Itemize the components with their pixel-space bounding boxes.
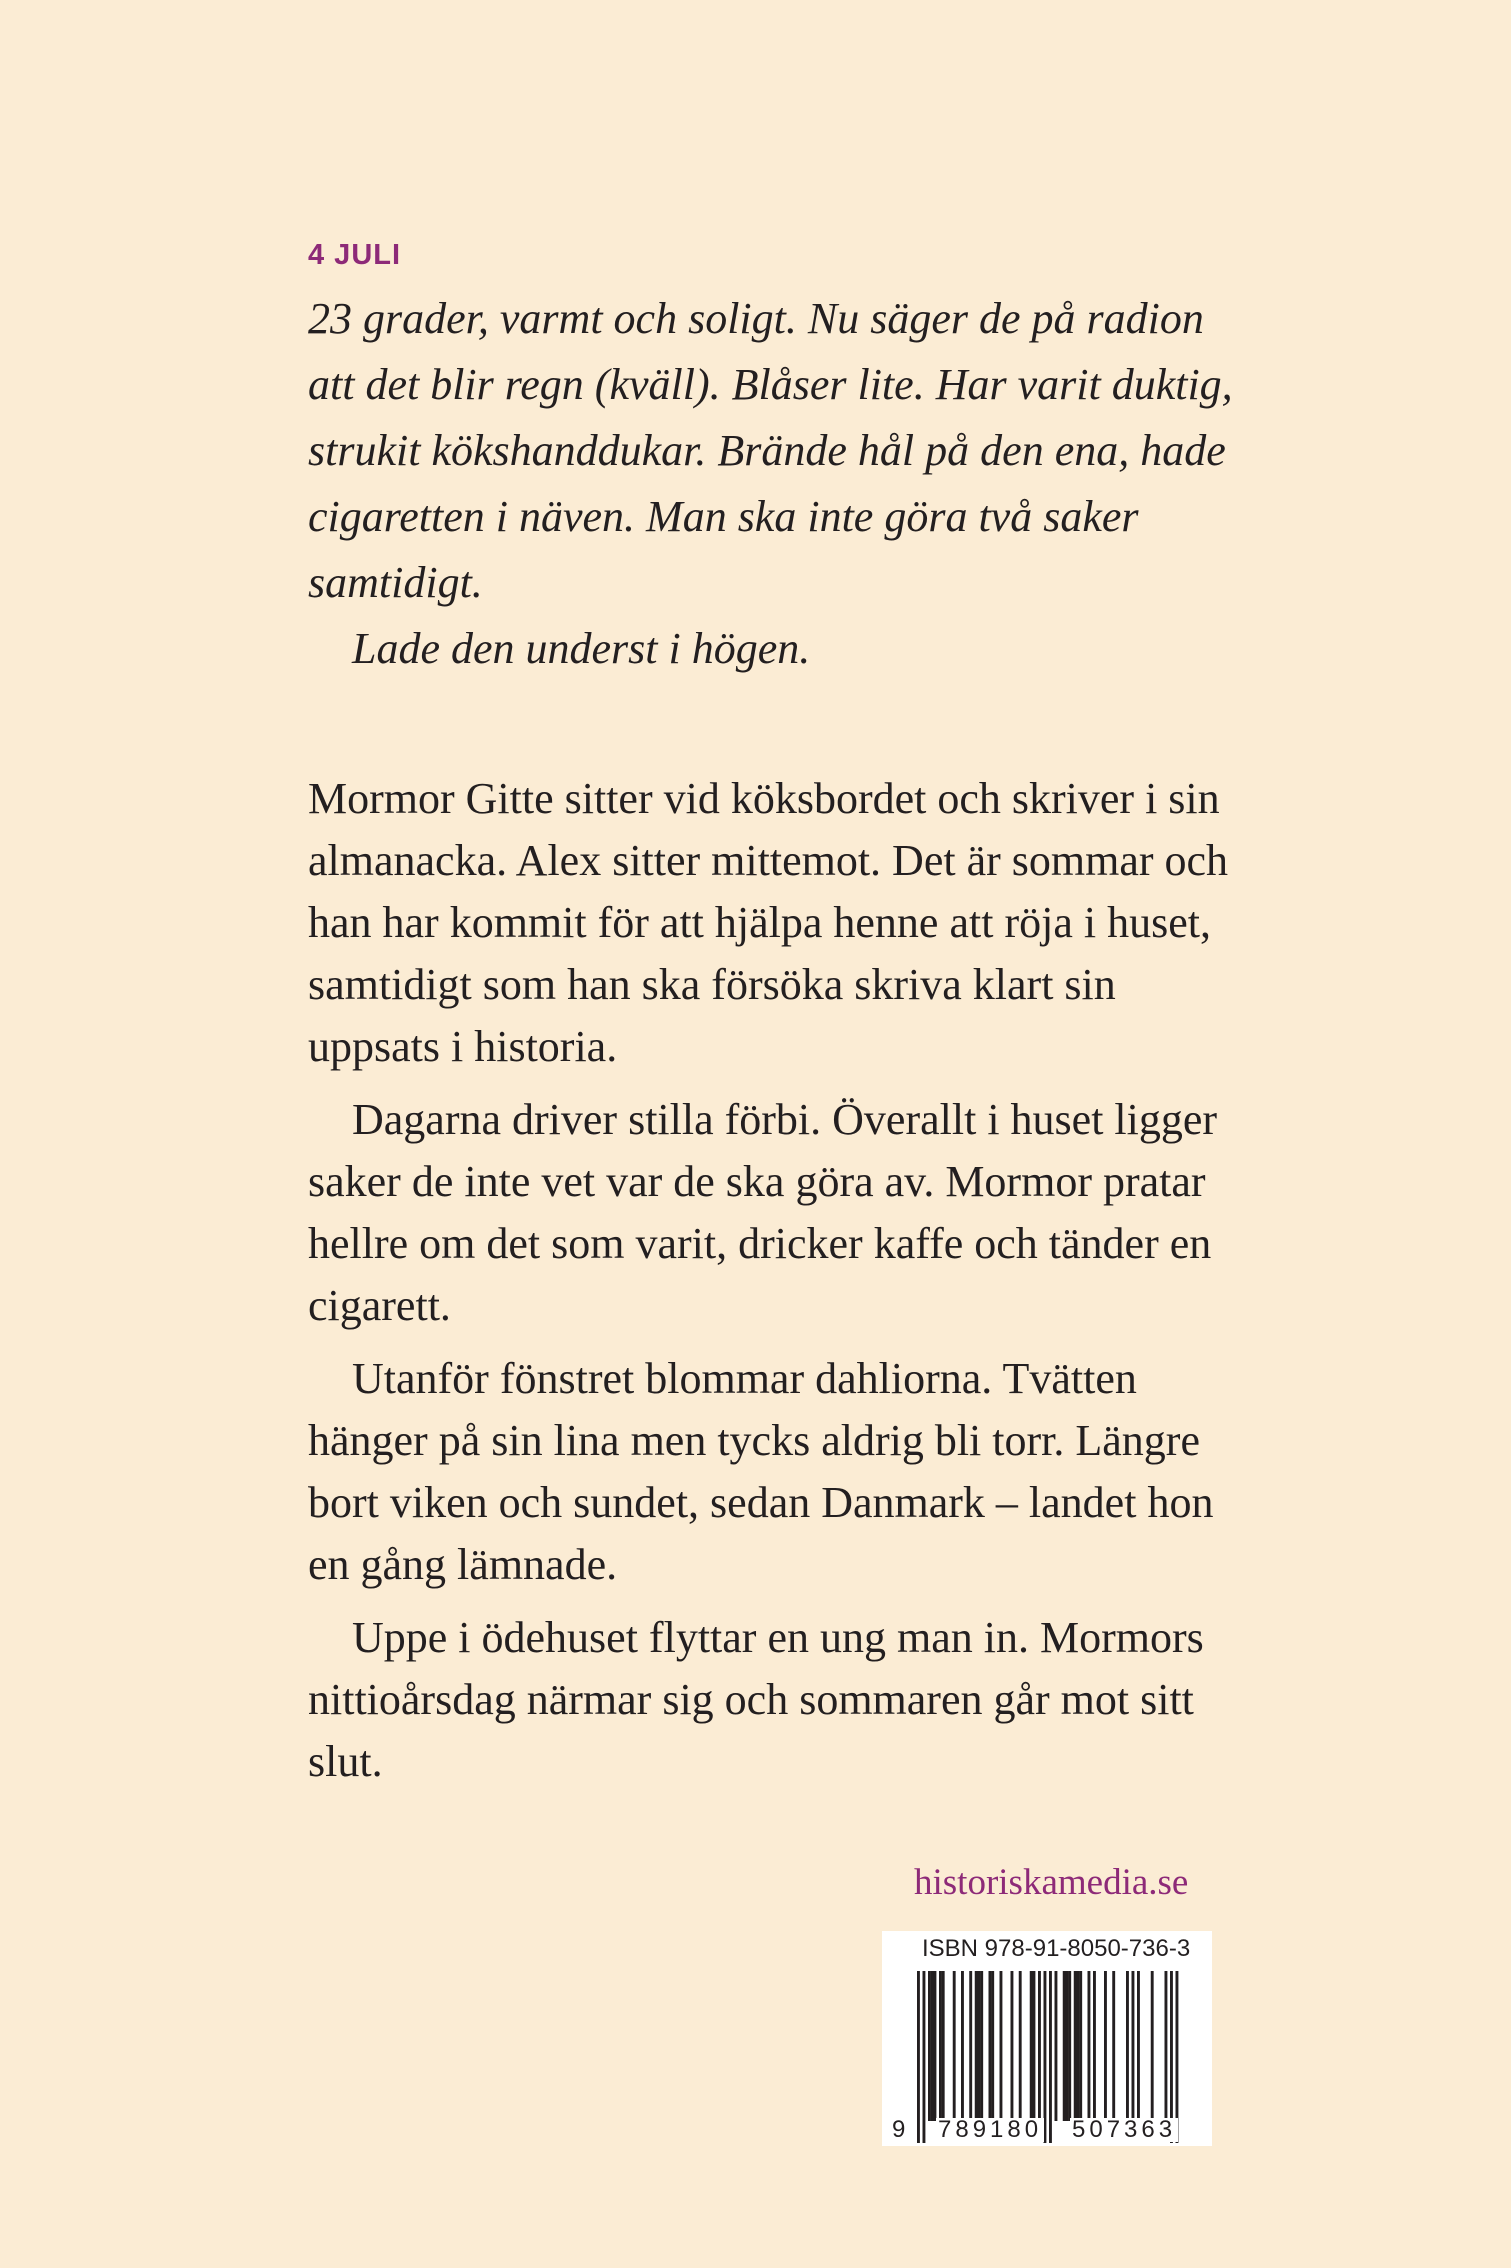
barcode-bar xyxy=(934,1971,937,2121)
barcode-bar xyxy=(1077,1971,1080,2121)
barcode-bar xyxy=(1055,1971,1058,2121)
barcode-bar xyxy=(1104,1971,1107,2121)
blurb-paragraph: Uppe i ödehuset flyttar en ung man in. Mormors nittioårsdag närmar sig och sommaren går mot sitt slut. xyxy=(308,1613,1204,1786)
barcode-bar xyxy=(931,1971,934,2121)
barcode-bar xyxy=(1063,1971,1066,2121)
barcode-bar xyxy=(1165,1971,1168,2121)
barcode-bar xyxy=(1019,1971,1022,2121)
barcode-bar xyxy=(1030,1971,1033,2121)
barcode-bar xyxy=(1112,1971,1115,2121)
barcode-bar xyxy=(939,1971,942,2121)
entry-date: 4 JULI xyxy=(308,239,402,271)
barcode-bar xyxy=(1151,1971,1154,2121)
blurb-paragraph: Mormor Gitte sitter vid köksbordet och skriver i sin almanacka. Alex sitter mittemot. Det är sommar och han har kommit för att hjälpa henne att röja i huset, samtidigt som han ska försöka skriva klart sin uppsats i historia. xyxy=(308,774,1229,1071)
barcode-bar xyxy=(942,1971,945,2121)
barcode-bar xyxy=(1132,1971,1135,2121)
barcode-bar xyxy=(1033,1971,1036,2121)
diary-paragraph: Lade den underst i högen. xyxy=(352,624,811,673)
barcode-bar xyxy=(991,1971,994,2121)
barcode xyxy=(882,1931,1212,2146)
barcode-bar xyxy=(1066,1971,1069,2121)
barcode-bar xyxy=(1000,1971,1003,2121)
blurb-paragraph: Dagarna driver stilla förbi. Överallt i huset ligger saker de inte vet var de ska göra av. Mormor pratar hellre om det som varit, dricker kaffe och tänder en cigarett. xyxy=(308,1095,1218,1330)
barcode-left-digits: 789180 xyxy=(938,2116,1043,2143)
barcode-digits xyxy=(882,2118,1212,2142)
barcode-bar xyxy=(1038,1971,1041,2121)
barcode-right-digits: 507363 xyxy=(1072,2116,1177,2143)
barcode-bar xyxy=(978,1971,981,2121)
diary-entry xyxy=(308,286,1248,682)
barcode-bar xyxy=(969,1971,972,2121)
barcode-bar xyxy=(1093,1971,1096,2121)
barcode-bar xyxy=(1088,1971,1091,2121)
barcode-bar xyxy=(980,1971,983,2121)
barcode-bar xyxy=(928,1971,931,2121)
publisher-url[interactable]: historiskamedia.se xyxy=(914,1862,1189,1903)
barcode-bar xyxy=(1137,1971,1140,2121)
barcode-block xyxy=(882,1931,1212,2146)
diary-paragraph: 23 grader, varmt och soligt. Nu säger de på radion att det blir regn (kväll). Blåser lite. Har varit duktig, strukit kökshanddukar. Brände hål på den ena, hade cigaretten i näven. Man ska inte göra två saker samtidigt. xyxy=(308,294,1233,607)
barcode-bar xyxy=(953,1971,956,2121)
blurb-paragraph: Utanför fönstret blommar dahliorna. Tvätten hänger på sin lina men tycks aldrig bli torr. Längre bort viken och sundet, sedan Danmark – landet hon en gång lämnade. xyxy=(308,1354,1214,1589)
isbn-label: ISBN 978-91-8050-736-3 xyxy=(922,1935,1191,1962)
barcode-bar xyxy=(989,1971,992,2121)
blurb xyxy=(308,768,1248,1793)
barcode-bar xyxy=(1011,1971,1014,2121)
barcode-bar xyxy=(1068,1971,1071,2121)
barcode-bar xyxy=(975,1971,978,2121)
barcode-bar xyxy=(1074,1971,1077,2121)
barcode-lead-digit: 9 xyxy=(892,2116,910,2143)
barcode-bar xyxy=(1126,1971,1129,2121)
barcode-bar xyxy=(961,1971,964,2121)
barcode-bar xyxy=(1079,1971,1082,2121)
